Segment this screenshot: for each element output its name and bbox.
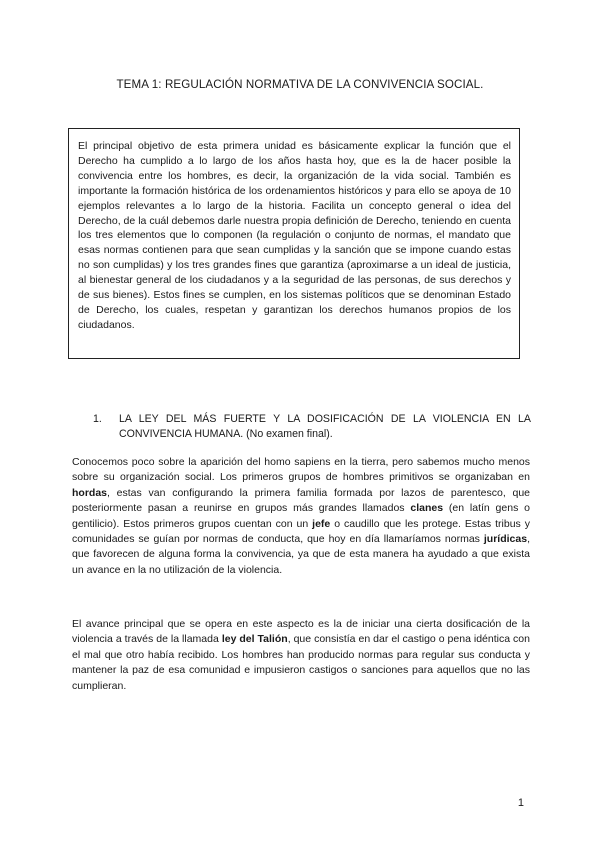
section-heading-line-1: LA LEY DEL MÁS FUERTE Y LA DOSIFICACIÓN DE LA VIOLENCIA EN LA <box>119 413 531 425</box>
term-clanes: clanes <box>410 502 444 515</box>
summary-text: El principal objetivo de esta primera unidad es básicamente explicar la función que el Derecho ha cumplido a lo largo de los años hasta hoy, que es la de hacer posible la convivencia entre los hombres, es decir, la organización de la vida social. También es importante la formación histórica de los ordenamientos históricos y para ello se apoya de 10 ejemplos relevantes a lo largo de la historia. Facilita un concepto general o idea del Derecho, de la cuál debemos darle nuestra propia definición de Derecho, teniendo en cuenta los tres elementos que lo componen (la regulación o conjunto de normas, el mandato que esas normas contienen para que sean cumplidas y la sanción que se impone cuando estas no son cumplidas) y los tres grandes fines que garantiza (aproximarse a un ideal de justicia, al bienestar general de los ciudadanos y a la seguridad de las personas, de sus derechos y de sus bienes). Estos fines se cumplen, en los sistemas políticos que se denominan Estado de Derecho, los cuales, respetan y garantizan los derechos humanos propios de los ciudadanos. <box>78 140 511 331</box>
term-juridicas: jurídicas <box>483 533 528 546</box>
section-heading <box>93 412 531 442</box>
term-hordas: hordas <box>72 486 108 499</box>
paragraph-1: Conocemos poco sobre la aparición del homo sapiens en la tierra, pero sabemos mucho menos sobre su organización social. Los primeros grupos de hombres primitivos se organizaban en hordas, estas van configurando la primera familia formada por lazos de parentesco, que posteriormente pasan a reunirse en grupos más grandes llamados clanes (en latín gens o gentilicio). Estos primeros grupos cuentan con un jefe o caudillo que les protege. Estas tribus y comunidades se guían por normas de conducta, que hoy en día llamaríamos normas jurídicas, que favorecen de alguna forma la convivencia, ya que de esta manera ha ayudado a que exista un avance en la no utilización de la violencia. <box>72 456 530 576</box>
summary-box <box>68 128 520 359</box>
page-number: 1 <box>517 797 524 809</box>
section-number: 1. <box>93 413 102 425</box>
page-title: TEMA 1: REGULACIÓN NORMATIVA DE LA CONVIVENCIA SOCIAL. <box>116 78 484 91</box>
term-jefe: jefe <box>312 517 331 530</box>
term-ley-del-talion: ley del Talión <box>221 633 288 646</box>
section-heading-line-2: CONVIVENCIA HUMANA. (No examen final). <box>119 428 333 440</box>
paragraph-2: El avance principal que se opera en este aspecto es la de iniciar una cierta dosificación de la violencia a través de la llamada ley del Talión, que consistía en dar el castigo o pena idéntica con el mal que otro había recibido. Los hombres han producido normas para regular sus conducta y mantener la paz de esa comunidad e impusieron castigos o sanciones para aquellos que no las cumplieran. <box>72 618 530 692</box>
